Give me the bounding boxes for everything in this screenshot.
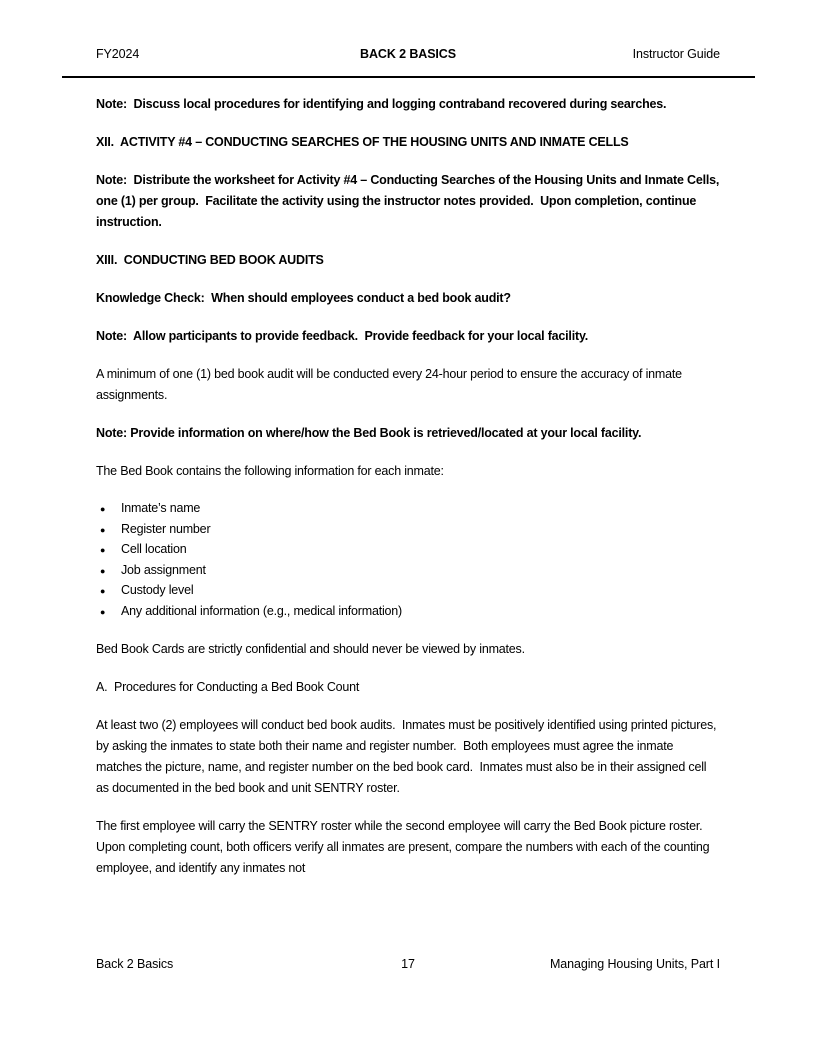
knowledge-check: Knowledge Check: When should employees conduct a bed book audit? [96, 291, 511, 305]
list-item [100, 499, 720, 520]
footer-section: Managing Housing Units, Part I [549, 957, 720, 971]
bed-book-info-list [96, 499, 720, 622]
document-body [96, 94, 723, 896]
list-item [100, 561, 720, 582]
list-item-text: Job assignment [121, 562, 206, 577]
note-feedback: Note: Allow participants to provide feedback. Provide feedback for your local facility. [96, 329, 589, 343]
list-item [100, 602, 720, 623]
note-activity-4: Note: Distribute the worksheet for Activity #4 – Conducting Searches of the Housing Units and Inmate Cells, one (1) per group. Facilitate the activity using the instructor notes provided. Upon completion, continue instruction. [96, 173, 723, 229]
para-confidential: Bed Book Cards are strictly confidential and should never be viewed by inmates. [96, 642, 525, 656]
heading-procedures: A. Procedures for Conducting a Bed Book Count [96, 680, 360, 694]
list-item-text: Any additional information (e.g., medical information) [121, 603, 403, 618]
list-item-text: Inmate’s name [121, 501, 201, 515]
bullet-icon: ● [100, 504, 106, 514]
para-first-employee: The first employee will carry the SENTRY roster while the second employee will carry the Bed Book picture roster. Upon completing count, both officers verify all inmates are present, compare the numbers with each of the counting employee, and identify any inmates not [96, 819, 713, 875]
bullet-icon: ● [100, 545, 106, 555]
header-rule [62, 76, 755, 78]
bullet-icon: ● [100, 524, 106, 535]
bullet-icon: ● [100, 586, 106, 596]
list-item-text: Cell location [121, 542, 187, 556]
heading-bed-book-audits: XIII. CONDUCTING BED BOOK AUDITS [96, 253, 324, 267]
header-fiscal-year: FY2024 [96, 47, 140, 61]
list-item [100, 520, 720, 541]
page-footer [96, 957, 720, 971]
note-contraband: Note: Discuss local procedures for identifying and logging contraband recovered during searches. [96, 97, 667, 111]
list-item [100, 581, 720, 602]
page-header [96, 47, 720, 61]
footer-page-number: 17 [401, 957, 415, 971]
header-doc-type: Instructor Guide [632, 47, 720, 61]
list-item-text: Custody level [121, 583, 194, 597]
para-audit-minimum: A minimum of one (1) bed book audit will be conducted every 24-hour period to ensure the accuracy of inmate assignments. [96, 367, 686, 402]
footer-doc-name: Back 2 Basics [96, 957, 174, 971]
header-title: BACK 2 BASICS [360, 47, 456, 61]
note-bed-book-location: Note: Provide information on where/how the Bed Book is retrieved/located at your local facility. [96, 426, 642, 440]
bullet-icon: ● [100, 565, 106, 576]
para-two-employees: At least two (2) employees will conduct bed book audits. Inmates must be positively identified using printed pictures, by asking the inmates to state both their name and register number. Both employees must agree the inmate matches the picture, name, and register number on the bed book card. Inmates must also be in their assigned cell as documented in the bed book and unit SENTRY roster. [96, 718, 720, 795]
list-item [100, 540, 720, 561]
bullet-icon: ● [100, 606, 106, 617]
para-bed-book-contains: The Bed Book contains the following information for each inmate: [96, 464, 444, 478]
list-item-text: Register number [121, 521, 211, 536]
heading-activity-4: XII. ACTIVITY #4 – CONDUCTING SEARCHES OF THE HOUSING UNITS AND INMATE CELLS [96, 135, 629, 149]
